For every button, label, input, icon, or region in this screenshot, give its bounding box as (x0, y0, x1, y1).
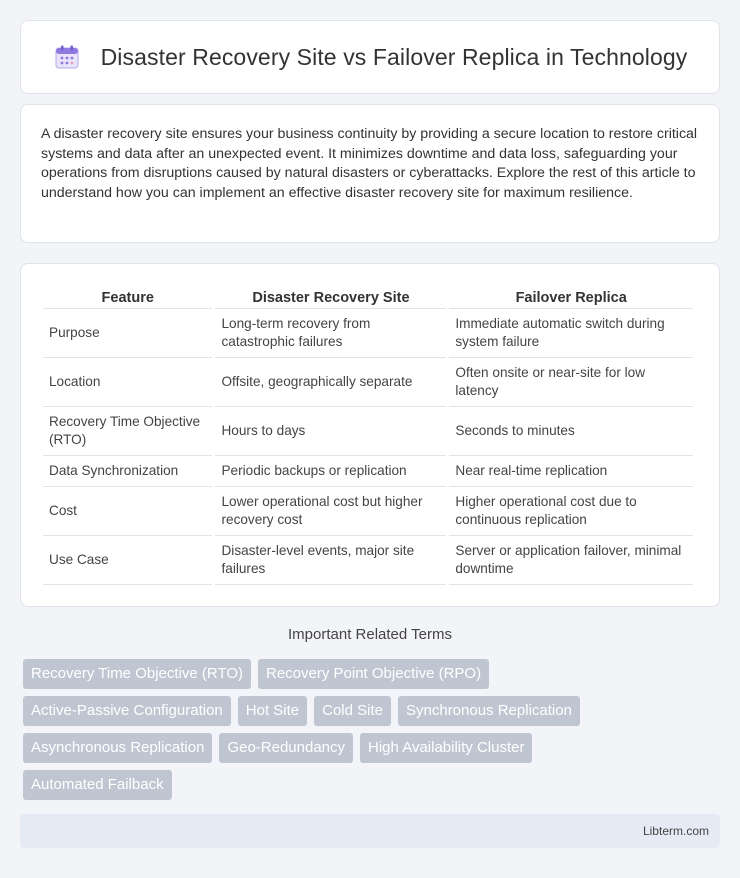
intro-text: A disaster recovery site ensures your business continuity by providing a secure location to restore critical systems and data after an unexpected event. It minimizes downtime and data loss, safeguarding your operations from disruptions caused by natural disasters or cyberattacks. Explore the rest of this article to understand how you can implement an effective disaster recovery site for maximum resilience. (41, 126, 698, 201)
footer-site-link[interactable]: Libterm.com (642, 824, 709, 838)
cell-feature: Recovery Time Objective (RTO) (43, 407, 212, 456)
cell-disaster-recovery-site: Lower operational cost but higher recovery cost (215, 487, 446, 536)
header-card (20, 20, 720, 94)
cell-failover-replica: Near real-time replication (449, 456, 693, 487)
comparison-card (20, 263, 720, 607)
cell-disaster-recovery-site: Offsite, geographically separate (215, 358, 446, 407)
cell-disaster-recovery-site: Periodic backups or replication (215, 456, 446, 487)
cell-feature: Cost (43, 487, 212, 536)
cell-failover-replica: Seconds to minutes (449, 407, 693, 456)
table-row (43, 358, 693, 407)
footer (20, 814, 720, 848)
related-terms-list (23, 659, 723, 807)
cell-feature: Use Case (43, 536, 212, 585)
cell-failover-replica: Often onsite or near-site for low latency (449, 358, 693, 407)
table-header-row (43, 284, 693, 309)
tag-recovery-point-objective[interactable]: Recovery Point Objective (RPO) (258, 659, 489, 689)
table-row (43, 487, 693, 536)
tag-active-passive-configuration[interactable]: Active-Passive Configuration (23, 696, 231, 726)
tag-high-availability-cluster[interactable]: High Availability Cluster (360, 733, 532, 763)
cell-failover-replica: Server or application failover, minimal downtime (449, 536, 693, 585)
cell-disaster-recovery-site: Disaster-level events, major site failures (215, 536, 446, 585)
tag-hot-site[interactable]: Hot Site (238, 696, 307, 726)
cell-feature: Data Synchronization (43, 456, 212, 487)
cell-failover-replica: Higher operational cost due to continuous replication (449, 487, 693, 536)
tag-row (23, 696, 723, 726)
column-header-disaster-recovery-site: Disaster Recovery Site (215, 284, 446, 309)
page-title: Disaster Recovery Site vs Failover Replica in Technology (100, 43, 688, 70)
column-header-feature: Feature (43, 284, 212, 309)
tag-asynchronous-replication[interactable]: Asynchronous Replication (23, 733, 212, 763)
calendar-icon (53, 43, 81, 71)
tag-row (23, 733, 723, 763)
tag-automated-failback[interactable]: Automated Failback (23, 770, 172, 800)
cell-disaster-recovery-site: Long-term recovery from catastrophic failures (215, 309, 446, 358)
cell-feature: Purpose (43, 309, 212, 358)
table-row (43, 407, 693, 456)
tag-recovery-time-objective[interactable]: Recovery Time Objective (RTO) (23, 659, 251, 689)
tag-geo-redundancy[interactable]: Geo-Redundancy (219, 733, 353, 763)
column-header-failover-replica: Failover Replica (449, 284, 693, 309)
table-row (43, 456, 693, 487)
tag-cold-site[interactable]: Cold Site (314, 696, 391, 726)
cell-feature: Location (43, 358, 212, 407)
tag-row (23, 659, 723, 689)
related-terms-title: Important Related Terms (288, 626, 452, 643)
table-row (43, 536, 693, 585)
tag-row (23, 770, 723, 800)
tag-synchronous-replication[interactable]: Synchronous Replication (398, 696, 580, 726)
intro-card (20, 104, 720, 243)
comparison-table (40, 284, 696, 585)
cell-failover-replica: Immediate automatic switch during system failure (449, 309, 693, 358)
table-row (43, 309, 693, 358)
cell-disaster-recovery-site: Hours to days (215, 407, 446, 456)
